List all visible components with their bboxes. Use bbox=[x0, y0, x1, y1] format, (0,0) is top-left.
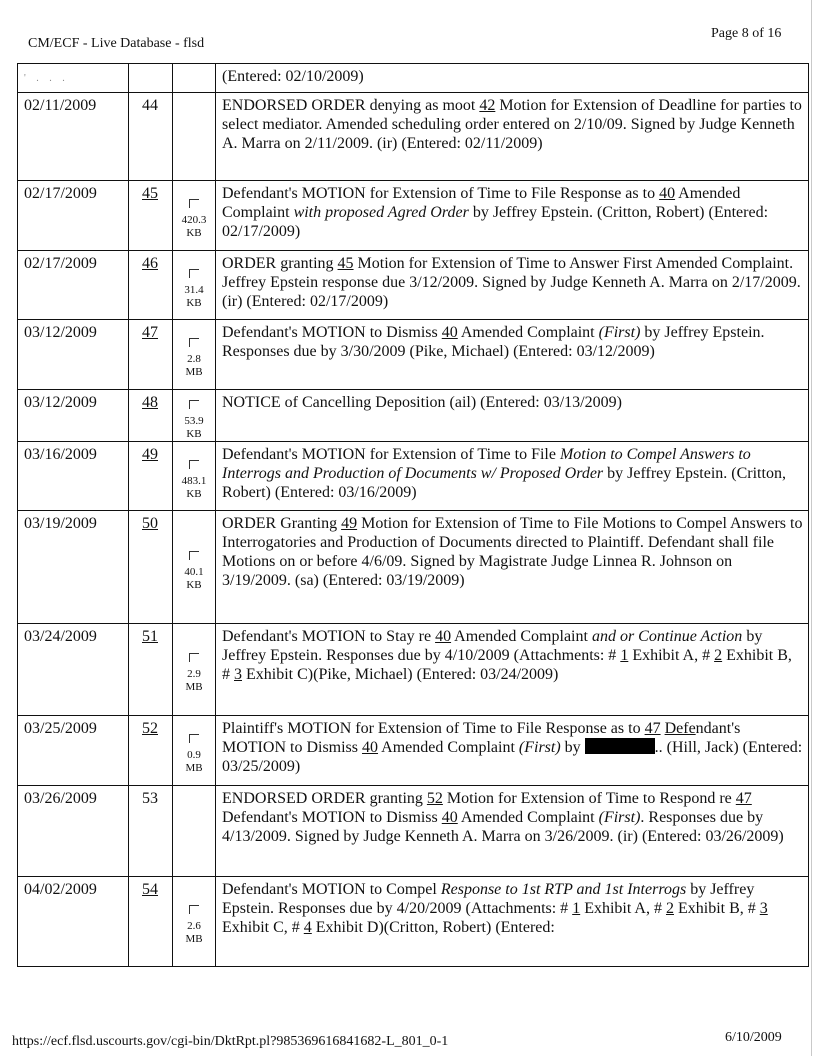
cell-number bbox=[129, 511, 173, 624]
table-row bbox=[18, 251, 809, 320]
cell-document bbox=[173, 786, 216, 877]
document-icon[interactable] bbox=[189, 551, 199, 560]
cell-document bbox=[173, 442, 216, 511]
doc-link[interactable]: 40 bbox=[441, 809, 458, 826]
cell-text: Defendant's MOTION to Stay re 40 Amended Complaint and or Continue Action by Jeffrey Epstein. Responses due by 4/10/2009 (Attachments: # 1 Exhibit A, # 2 Exhibit B, # 3 Exhibit C)(Pike, Michael) (Entered: 03/24/2009) bbox=[216, 624, 809, 716]
cell-text: Defendant's MOTION for Extension of Time to File Response as to 40 Amended Complaint with proposed Agred Order by Jeffrey Epstein. (Critton, Robert) (Entered: 02/17/2009) bbox=[216, 181, 809, 251]
cell-date: 03/25/2009 bbox=[18, 716, 129, 786]
cell-text: Defendant's MOTION for Extension of Time to File Motion to Compel Answers to Interrogs and Production of Documents w/ Proposed Order by Jeffrey Epstein. (Critton, Robert) (Entered: 03/16/2009) bbox=[216, 442, 809, 511]
file-unit: MB bbox=[185, 933, 203, 945]
cell-date: 03/12/2009 bbox=[18, 320, 129, 390]
cell-text bbox=[216, 64, 809, 93]
file-size: 420.3 bbox=[181, 214, 207, 226]
entry-text: NOTICE of Cancelling Deposition (ail) (Entered: 03/13/2009) bbox=[222, 394, 622, 411]
file-size: 483.1 bbox=[181, 474, 207, 487]
doc-link[interactable]: 40 bbox=[362, 739, 379, 756]
entry-text: (Entered: 02/10/2009) bbox=[222, 68, 364, 85]
file-size: 31.4 bbox=[184, 283, 204, 296]
doc-link[interactable]: 52 bbox=[426, 790, 443, 807]
doc-number-link[interactable]: 51 bbox=[142, 628, 158, 645]
docket-table bbox=[17, 63, 809, 967]
attachment-link[interactable]: 1 bbox=[620, 647, 629, 664]
document-icon[interactable] bbox=[189, 400, 199, 409]
cell-date: 02/17/2009 bbox=[18, 251, 129, 320]
doc-link[interactable]: 47 bbox=[735, 790, 752, 807]
document-icon[interactable] bbox=[189, 653, 199, 662]
file-unit: KB bbox=[186, 296, 202, 309]
document-icon[interactable] bbox=[189, 905, 199, 914]
cell-date: 04/02/2009 bbox=[18, 877, 129, 967]
file-unit: KB bbox=[186, 227, 202, 239]
cell-document bbox=[173, 390, 216, 442]
attachment-link[interactable]: 3 bbox=[759, 900, 768, 917]
file-unit: MB bbox=[185, 762, 203, 774]
attachment-link[interactable]: 1 bbox=[572, 900, 581, 917]
attachment-link[interactable]: 2 bbox=[665, 900, 674, 917]
file-unit: KB bbox=[186, 578, 202, 591]
file-size: 2.8 bbox=[187, 353, 201, 365]
doc-number-link[interactable]: 52 bbox=[142, 720, 158, 737]
cell-date: 03/16/2009 bbox=[18, 442, 129, 511]
doc-link[interactable]: 49 bbox=[341, 515, 358, 532]
table-row bbox=[18, 390, 809, 442]
cell-text: Defendant's MOTION to Compel Response to 1st RTP and 1st Interrogs by Jeffrey Epstein. Responses due by 4/20/2009 (Attachments: # 1 Exhibit A, # 2 Exhibit B, # 3 Exhibit C, # 4 Exhibit D)(Critton, Robert) (Entered: bbox=[216, 877, 809, 967]
cell-date: 02/17/2009 bbox=[18, 181, 129, 251]
cell-document bbox=[173, 624, 216, 716]
document-icon[interactable] bbox=[189, 269, 199, 278]
cell-number bbox=[129, 320, 173, 390]
file-unit: KB bbox=[186, 428, 202, 440]
table-row bbox=[18, 877, 809, 967]
footer-url: https://ecf.flsd.uscourts.gov/cgi-bin/DktRpt.pl?985369616841682-L_801_0-1 bbox=[12, 1034, 449, 1049]
cell-document bbox=[173, 511, 216, 624]
file-size: 2.9 bbox=[187, 668, 201, 680]
cell-number bbox=[129, 251, 173, 320]
cell-number: 44 bbox=[129, 93, 173, 181]
document-icon[interactable] bbox=[189, 734, 199, 743]
doc-link[interactable]: 45 bbox=[337, 255, 354, 272]
cell-number bbox=[129, 390, 173, 442]
attachment-link[interactable]: 3 bbox=[234, 666, 242, 683]
table-row bbox=[18, 511, 809, 624]
page-number: Page 8 of 16 bbox=[711, 26, 782, 41]
cell-number bbox=[129, 716, 173, 786]
cell-document bbox=[173, 181, 216, 251]
doc-number-link[interactable]: 47 bbox=[142, 324, 158, 341]
cell-text bbox=[216, 390, 809, 442]
table-row bbox=[18, 93, 809, 181]
doc-number-link[interactable]: 46 bbox=[142, 255, 158, 272]
cell-document bbox=[173, 64, 216, 93]
table-row bbox=[18, 786, 809, 877]
attachment-link[interactable]: 2 bbox=[714, 647, 723, 664]
cell-text: ENDORSED ORDER granting 52 Motion for Extension of Time to Respond re 47 Defendant's MOTION to Dismiss 40 Amended Complaint (First). Responses due by 4/13/2009. Signed by Judge Kenneth A. Marra on 3/26/2009. (ir) (Entered: 03/26/2009) bbox=[216, 786, 809, 877]
file-size: 2.6 bbox=[187, 920, 201, 932]
doc-link[interactable]: 40 bbox=[441, 324, 458, 341]
cell-text: Plaintiff's MOTION for Extension of Time to File Response as to 47 Defendant's MOTION to Dismiss 40 Amended Complaint (First) by .. (Hill, Jack) (Entered: 03/25/2009) bbox=[216, 716, 809, 786]
cell-date: ' . . . bbox=[18, 64, 129, 93]
file-size: 0.9 bbox=[187, 749, 201, 761]
cell-text: Defendant's MOTION to Dismiss 40 Amended Complaint (First) by Jeffrey Epstein. Responses due by 3/30/2009 (Pike, Michael) (Entered: 03/12/2009) bbox=[216, 320, 809, 390]
cell-document bbox=[173, 320, 216, 390]
document-icon[interactable] bbox=[189, 199, 199, 208]
table-row bbox=[18, 716, 809, 786]
cell-date: 03/26/2009 bbox=[18, 786, 129, 877]
cell-document bbox=[173, 93, 216, 181]
cell-number bbox=[129, 181, 173, 251]
table-row bbox=[18, 64, 809, 93]
table-row bbox=[18, 442, 809, 511]
cell-number: 53 bbox=[129, 786, 173, 877]
cell-document bbox=[173, 716, 216, 786]
cell-text: ORDER granting 45 Motion for Extension of Time to Answer First Amended Complaint. Jeffrey Epstein response due 3/12/2009. Signed by Judge Kenneth A. Marra on 2/17/2009. (ir) (Entered: 02/17/2009) bbox=[216, 251, 809, 320]
file-unit: MB bbox=[185, 366, 203, 378]
doc-number-link[interactable]: 45 bbox=[142, 185, 158, 202]
file-unit: KB bbox=[186, 487, 202, 500]
document-icon[interactable] bbox=[189, 338, 199, 347]
table-row bbox=[18, 181, 809, 251]
table-row bbox=[18, 320, 809, 390]
footer-date: 6/10/2009 bbox=[725, 1030, 782, 1045]
page-edge-line bbox=[811, 0, 812, 1056]
doc-link[interactable]: 42 bbox=[479, 97, 496, 114]
attachment-link[interactable]: 4 bbox=[303, 919, 312, 936]
cell-date: 03/19/2009 bbox=[18, 511, 129, 624]
doc-number-link[interactable]: 49 bbox=[142, 446, 158, 463]
cell-number bbox=[129, 877, 173, 967]
doc-number-link[interactable]: 48 bbox=[142, 394, 158, 411]
file-size: 53.9 bbox=[184, 415, 204, 427]
table-row bbox=[18, 624, 809, 716]
file-size: 40.1 bbox=[184, 565, 204, 578]
header-title: CM/ECF - Live Database - flsd bbox=[28, 36, 205, 51]
file-unit: MB bbox=[185, 681, 203, 693]
doc-link[interactable]: 40 bbox=[435, 628, 452, 645]
cell-date: 02/11/2009 bbox=[18, 93, 129, 181]
doc-number-link[interactable]: 50 bbox=[142, 515, 158, 532]
cell-text: ENDORSED ORDER denying as moot 42 Motion for Extension of Deadline for parties to select mediator. Amended scheduling order entered on 2/10/09. Signed by Judge Kenneth A. Marra on 2/11/2009. (ir) (Entered: 02/11/2009) bbox=[216, 93, 809, 181]
doc-number-link[interactable]: 54 bbox=[142, 881, 158, 898]
cell-date: 03/12/2009 bbox=[18, 390, 129, 442]
cell-document bbox=[173, 877, 216, 967]
cell-number bbox=[129, 624, 173, 716]
cell-number bbox=[129, 442, 173, 511]
document-icon[interactable] bbox=[189, 460, 199, 469]
doc-link[interactable]: 40 bbox=[659, 185, 676, 202]
cell-text: ORDER Granting 49 Motion for Extension of Time to File Motions to Compel Answers to Interrogatories and Production of Documents directed to Plaintiff. Defendant shall file Motions on or before 4/6/09. Signed by Magistrate Judge Linnea R. Johnson on 3/19/2009. (sa) (Entered: 03/19/2009) bbox=[216, 511, 809, 624]
cell-number bbox=[129, 64, 173, 93]
cell-document bbox=[173, 251, 216, 320]
doc-link[interactable]: 47 bbox=[644, 720, 661, 737]
cell-date: 03/24/2009 bbox=[18, 624, 129, 716]
redaction-box bbox=[585, 738, 655, 754]
